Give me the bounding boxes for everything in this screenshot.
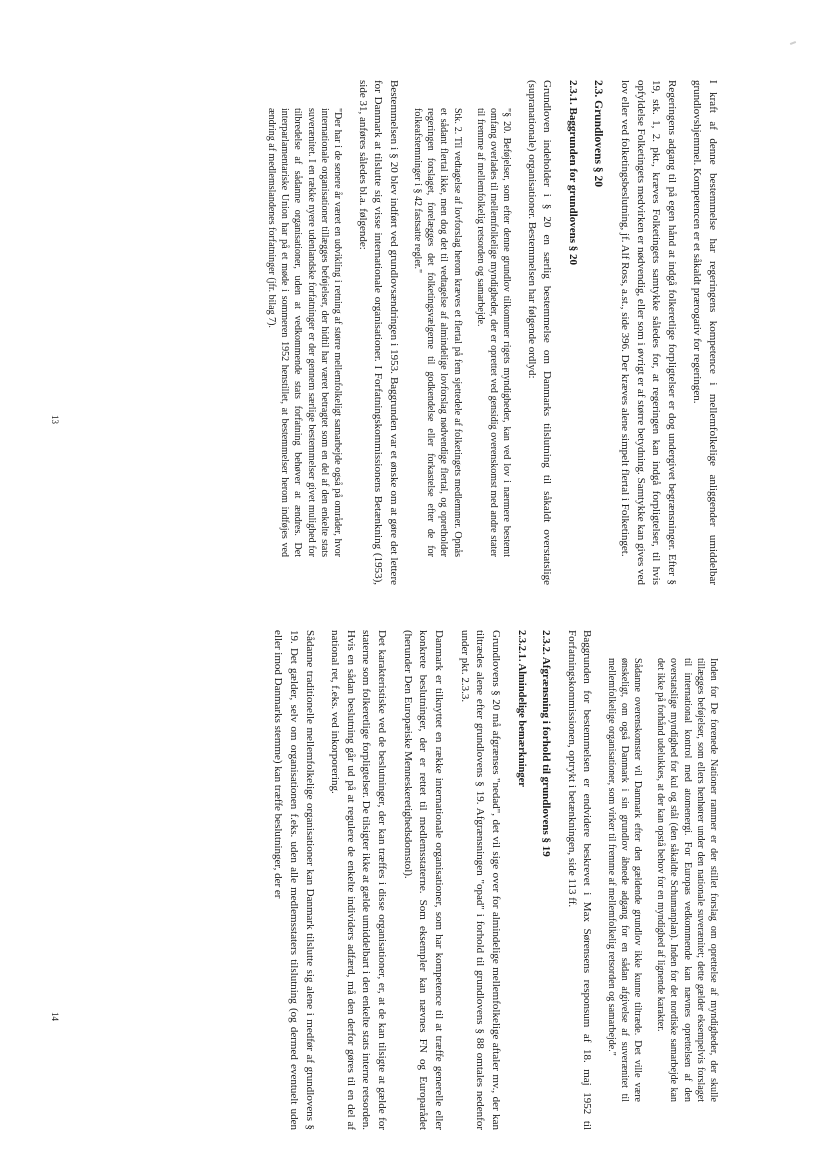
page-13 (80, 80, 720, 585)
scan-artifact (790, 41, 796, 45)
page-number: 13 (50, 415, 60, 424)
quote-block: Sådanne overenskomster vil Danmark efter den gældende grundlov ikke kunne tiltræde. Det ville være ønskeligt, om også Danmark i sin grundlov åbnede adgang for en sådan afgivelse af suverænitet til mellemfolkelige organisationer, som virker til fremme af mellemfolkelig retsorden og samarbejde." (605, 658, 644, 1102)
subsection-heading: 2.3.2. Afgrænsning i forhold til grundlovens § 19 (540, 630, 553, 857)
subsection-heading: 2.3.1. Baggrunden for grundlovens § 20 (567, 80, 580, 265)
page-14-content (270, 630, 720, 1130)
page-number: 14 (50, 1012, 60, 1021)
quote-block: "§ 20. Beføjelser, som efter denne grundlov tilkommer rigets myndigheder, kan ved lov i nærmere bestemt omfang overlades til mellemfolkelige myndigheder, der er oprettet ved gensidig overenskomst med andre stater til fremme af mellemfolkelig retsorden og samarbejde. (474, 108, 513, 557)
paragraph: Regeringens adgang til på egen hånd at indgå folkeretlige forpligtelser er dog undergivet begrænsninger. Efter § 19, stk. 1, 2. pkt., kræves Folketingets samtykke således for, at regeringen kan indgå forpligtelser, til hvis opfyldelse Folketingets medvirken er nødvendig, eller som i øvrigt er af større betydning. Samtykke kan gives ved lov eller ved folketingsbeslutning, jf. Alf Ross, a.st., side 396. Der kræves alene simpelt flertal i Folketinget. (618, 80, 678, 585)
paragraph: Det karakteristiske ved de beslutninger, der kan træffes i disse organisationer, er, at de kan tilsigte at gælde for staterne som folkeretlige forpligtelser. De tilsigter ikke at gælde umiddelbart i den enkelte stats interne retsorden. Hvis en sådan beslutning går ud på at regulere de enkelte individers adfærd, må den derfor gøres til en del af national ret, f.eks. ved inkorporering. (329, 630, 389, 1130)
paragraph: Danmark er tilknyttet en række internationale organisationer, som har kompetence til at træffe generelle eller konkrete beslutninger, der er rettet til medlemsstaterne. Som eksempler kan nævnes FN og Europarådet (herunder Den Europæiske Menneskeretighedsdomstol). (401, 630, 445, 1130)
subsubsection-heading: 2.3.2.1. Almindelige bemærkninger (515, 630, 527, 787)
paragraph: Sådanne traditionelle mellemfolkelige organisationer kan Danmark tilslutte sig alene i medfør af grundlovens § 19. Det gælder, selv om organisationen f.eks. uden alle medlemsstaters tilslutning (og dermed eventuelt uden eller imod Danmarks stemme) kan træffe beslutninger, der er (272, 630, 316, 1130)
paragraph: I kraft af denne bestemmelse har regeringens kompetence i mellemfolkelige anliggender umiddelbar grundlovshjemmel. Kompetencen er et såkaldt prærogativ for regeringen. (691, 80, 719, 585)
page-13-content (265, 80, 720, 585)
page-14 (80, 630, 720, 1130)
quote-block: Inden for De forenede Nationer rammer er der stillet forslag om oprettelse af myndigheder, der skulle tillægges beføjelser, som ellers henhører under den nationale suverænitet; dette gælder eksempelvis forslaget til international kontrol med atomenergi. For Europas vedkommende kan nævnes oprettelsen af den overstatslige myndighed for kul og stål (den såkaldte Schumanplan). Inden for det nordiske samarbejde kan det ikke på forhånd udelukkes, at der kan opstå behov for en myndighed af lignende karakter. (655, 658, 719, 1102)
paragraph: Baggrunden for bestemmelsen er endvidere beskrevet i Max Sørensens responsum af 18. maj 1952 til Forfatningskommissionen, optrykt i betænkningen, side 113 ff. (565, 630, 594, 1130)
quote-block: "Der har i de senere år været en udvikling i retning af større mellemfolkeligt samarbejde også på områder, hvor internationale organisationer tillægges beføjelser, der hidtil har været betragtet som en del af den enkelte stats suverænitet. I en række nyere udenlandske forfatninger er der gennem særlige bestemmelser givet mulighed for tilbredelse af sådanne organisationer, uden at vedkommende stats forfatning behøver at ændres. Det interparlamentariske Union har på et møde i sommeren 1952 henstillet, at bestemmelser herom indføjes ved ændring af medlemslandenes forfatninger (jfr. bilag 7). (266, 108, 344, 557)
paragraph: Grundloven indeholder i § 20 en særlig bestemmelse om Danmarks tilslutning til såkaldt overstatslige (supranationale) organisationer. Bestemmelsen har følgende ordlyd: (525, 80, 554, 585)
section-heading: 2.3. Grundlovens § 20 (592, 80, 605, 188)
quote-block: Stk. 2. Til vedtagelse af lovforslag herom kræves et flertal på fem sjettedele af folketingets medlemmer. Opnås et sådant flertal ikke, men dog det til vedtagelse af almindelige lovforslag nødvendige flertal, og opretholder regeringen forslaget, forelægges det folketingsvælgerne til godkendelse eller forkastelse efter de for folkeafstemninger i § 42 fastsatte regler." (412, 108, 463, 557)
paragraph: Bestemmelsen i § 20 blev indført ved grundlovsændringen i 1953. Baggrunden var et ønske om at gøre det lettere for Danmark at tilslutte sig visse internationale organisationer. I Forfatningskommissionens Betænkning (1953), side 31, anføres således bl.a. følgende: (356, 80, 400, 585)
paragraph: Grundlovens § 20 må afgrænses "nedad", det vil sige over for almindelige mellemfolkelige aftaler mv., der kan tiltrædes alene efter grundlovens § 19. Afgrænsningen "opad" i forhold til grundlovens § 88 omtales nedenfor under pkt. 2.3.3. (458, 630, 502, 1130)
